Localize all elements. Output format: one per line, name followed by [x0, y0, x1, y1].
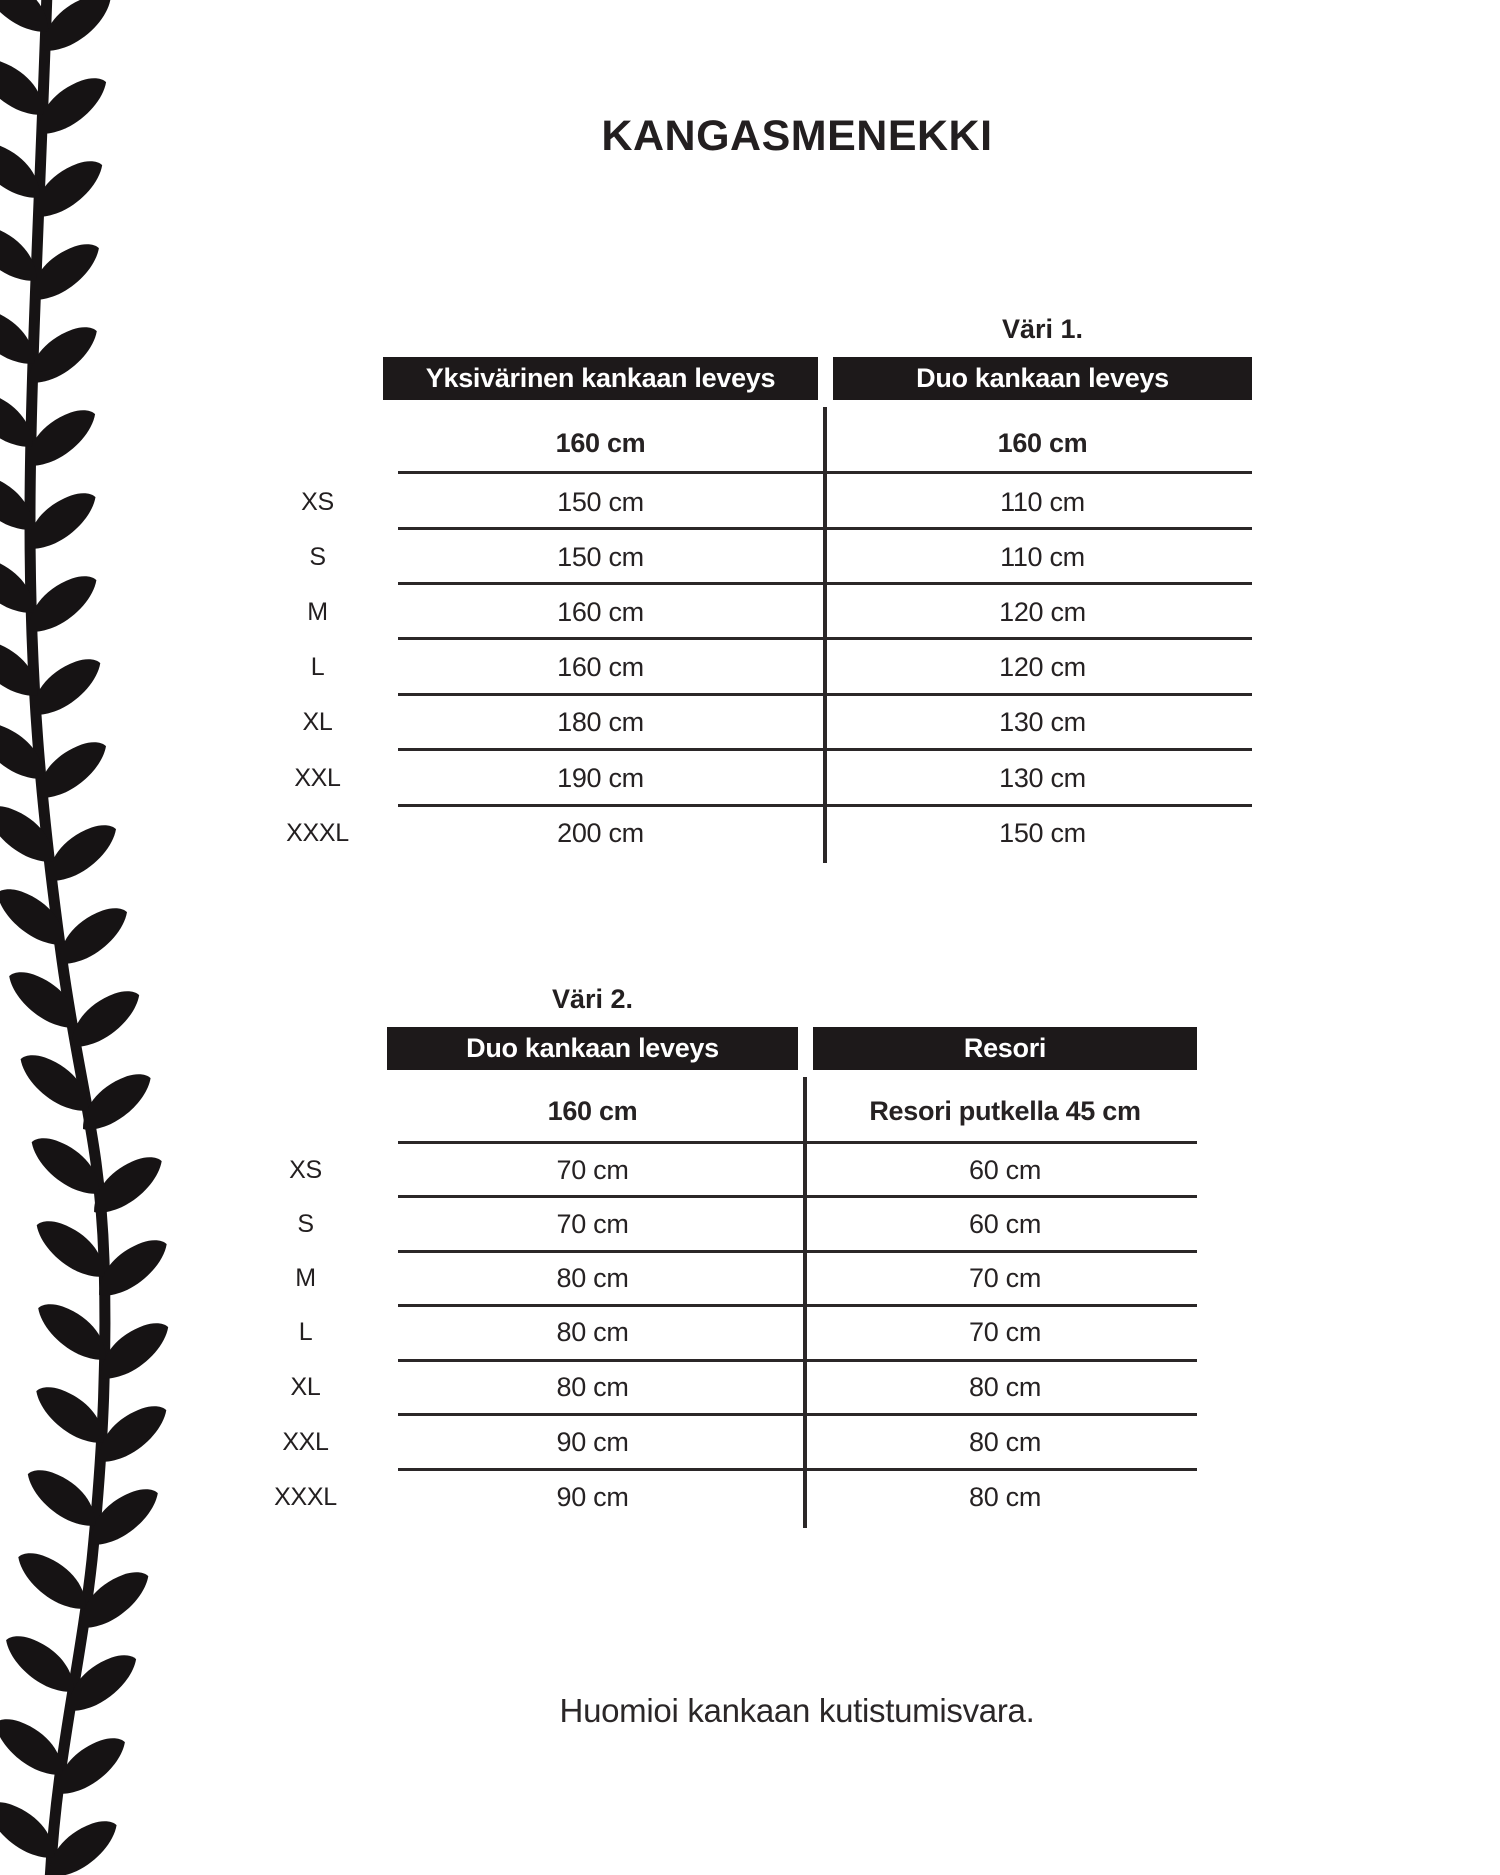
leaf-vine-icon — [0, 0, 200, 1875]
table2-col1-header: Duo kankaan leveys — [387, 1027, 798, 1070]
value-cell: 110 cm — [1000, 542, 1085, 572]
value-cell: 80 cm — [968, 1482, 1042, 1512]
table1-row-xs — [0, 485, 1500, 519]
table2-column-divider — [803, 1077, 807, 1528]
table2-row-xxl — [0, 1425, 1500, 1459]
table2-rule — [398, 1304, 1197, 1307]
table2-col2-header: Resori — [813, 1027, 1197, 1070]
value-cell: 80 cm — [556, 1317, 629, 1347]
size-label: XXL — [294, 764, 341, 792]
value-cell: 80 cm — [556, 1372, 629, 1402]
value-cell: 70 cm — [556, 1155, 629, 1185]
value-cell: 60 cm — [968, 1209, 1042, 1239]
value-cell: 200 cm — [557, 818, 644, 848]
size-label: L — [310, 653, 325, 681]
table1-caption: Väri 1. — [1001, 314, 1084, 344]
table2-rule — [398, 1413, 1197, 1416]
value-cell: 190 cm — [557, 763, 644, 793]
table2-row-xl — [0, 1370, 1500, 1404]
table1-row-xxl — [0, 761, 1500, 795]
value-cell: 150 cm — [557, 542, 644, 572]
value-cell: 90 cm — [556, 1427, 629, 1457]
value-cell: 80 cm — [968, 1427, 1042, 1457]
size-label: XS — [301, 488, 334, 516]
value-cell: 130 cm — [999, 707, 1086, 737]
table1-row-xxxl — [0, 816, 1500, 850]
table1-col1-header: Yksivärinen kankaan leveys — [383, 357, 818, 400]
value-cell: 130 cm — [999, 763, 1086, 793]
table1-column-divider — [823, 407, 827, 863]
value-cell: 110 cm — [1000, 487, 1085, 517]
footer-note: Huomioi kankaan kutistumisvara. — [559, 1692, 1035, 1729]
size-label: L — [298, 1318, 313, 1346]
value-cell: 120 cm — [999, 652, 1086, 682]
table2-col1-subheader: 160 cm — [547, 1096, 638, 1126]
value-cell: 150 cm — [557, 487, 644, 517]
size-label: XL — [290, 1373, 321, 1401]
table1-row-m — [0, 595, 1500, 629]
table1-row-s — [0, 540, 1500, 574]
size-label: XXL — [282, 1428, 329, 1456]
value-cell: 70 cm — [968, 1263, 1042, 1293]
table2-subheader-row — [0, 1094, 1500, 1128]
value-cell: 120 cm — [999, 597, 1086, 627]
table1-col2-subheader: 160 cm — [997, 428, 1088, 458]
table1-row-xl — [0, 705, 1500, 739]
size-label: XS — [289, 1156, 322, 1184]
value-cell: 90 cm — [556, 1482, 629, 1512]
size-label: M — [295, 1264, 316, 1292]
table2-rule — [398, 1141, 1197, 1144]
table2-rule — [398, 1250, 1197, 1253]
size-label: S — [309, 543, 326, 571]
size-label: S — [297, 1210, 314, 1238]
table2-row-xs — [0, 1153, 1500, 1187]
value-cell: 80 cm — [556, 1263, 629, 1293]
table2-row-m — [0, 1261, 1500, 1295]
table1-row-l — [0, 650, 1500, 684]
table1-col2-header: Duo kankaan leveys — [833, 357, 1252, 400]
table2-rule — [398, 1468, 1197, 1471]
table2-row-s — [0, 1207, 1500, 1241]
value-cell: 180 cm — [557, 707, 644, 737]
table2-row-xxxl — [0, 1480, 1500, 1514]
table2-rule — [398, 1195, 1197, 1198]
value-cell: 70 cm — [556, 1209, 629, 1239]
value-cell: 80 cm — [968, 1372, 1042, 1402]
table2-caption: Väri 2. — [551, 984, 634, 1014]
table2-col2-subheader: Resori putkella 45 cm — [869, 1096, 1141, 1126]
size-label: M — [307, 598, 328, 626]
value-cell: 70 cm — [968, 1317, 1042, 1347]
value-cell: 60 cm — [968, 1155, 1042, 1185]
table2-rule — [398, 1359, 1197, 1362]
size-label: XXXL — [274, 1483, 337, 1511]
value-cell: 160 cm — [557, 597, 644, 627]
table1-subheader-row — [0, 426, 1500, 460]
value-cell: 160 cm — [557, 652, 644, 682]
value-cell: 150 cm — [999, 818, 1086, 848]
size-label: XL — [302, 708, 333, 736]
table1-col1-subheader: 160 cm — [555, 428, 646, 458]
table2-row-l — [0, 1315, 1500, 1349]
size-label: XXXL — [286, 819, 349, 847]
page-title: KANGASMENEKKI — [601, 112, 993, 160]
